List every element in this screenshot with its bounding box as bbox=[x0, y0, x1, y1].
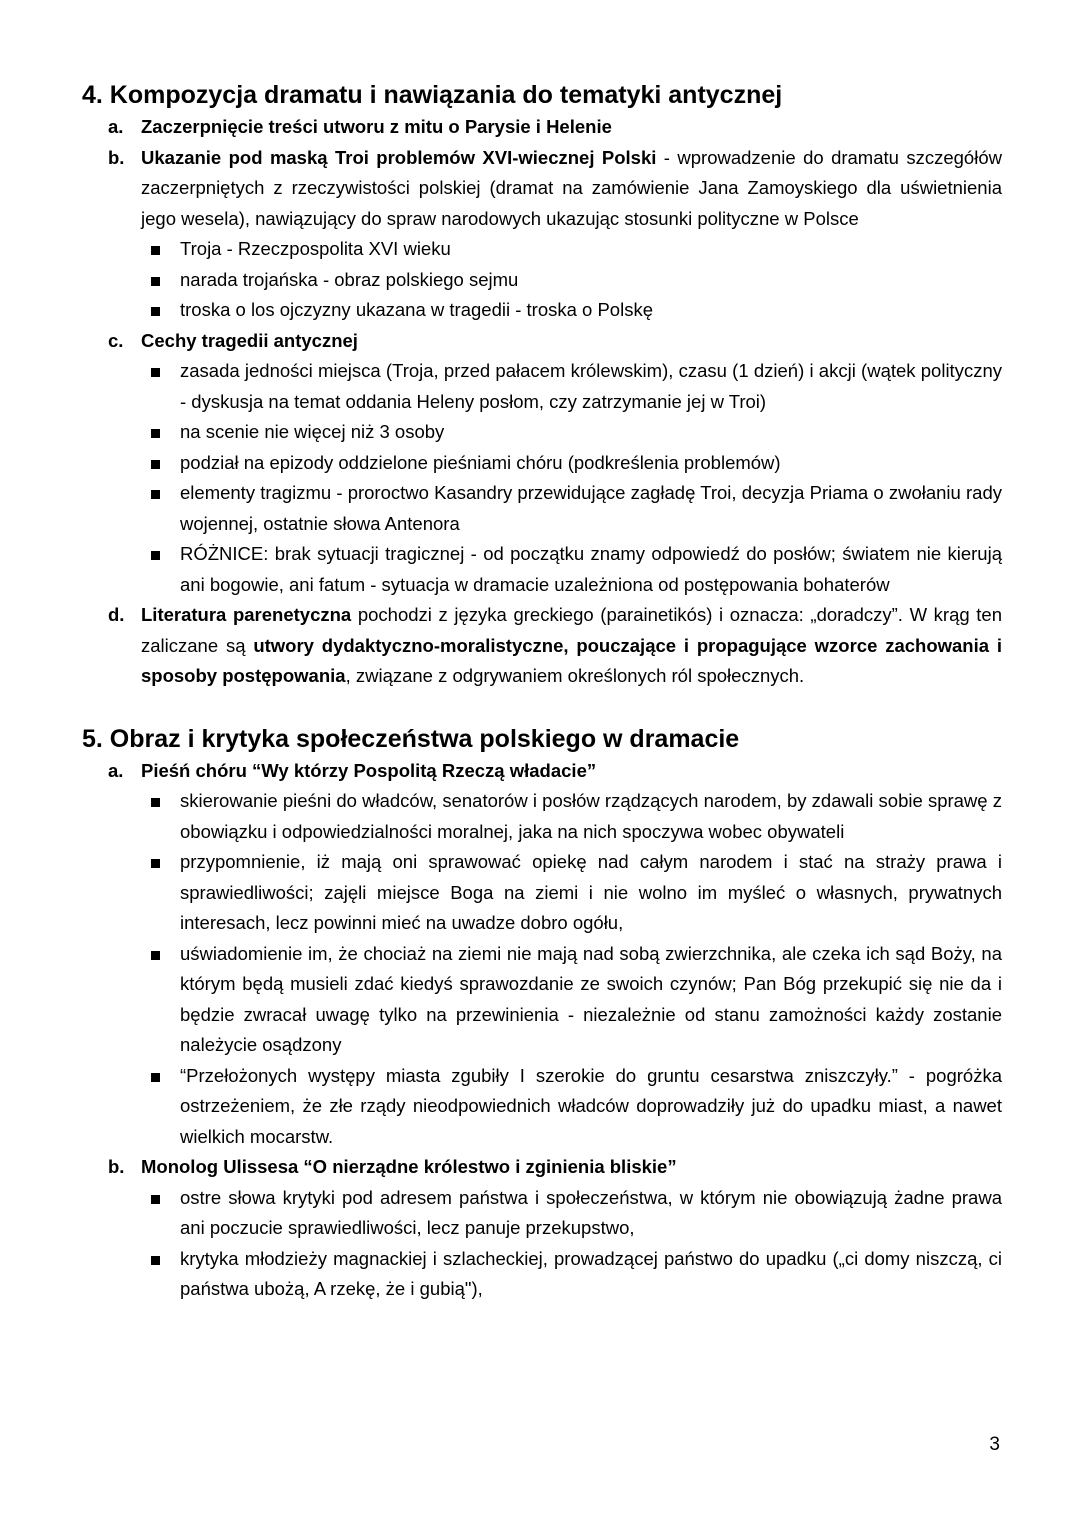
item-d-term: Literatura parenetyczna bbox=[141, 604, 352, 625]
square-bullet-icon bbox=[151, 490, 160, 499]
bullet-text: “Przełożonych występy miasta zgubiły I szerokie do gruntu cesarstwa zniszczyły.” - pogróżka ostrzeżeniem, że złe rządy nieodpowiednich władców doprowadziły już do upadku miast, a nawet wielkich mocarstw. bbox=[180, 1064, 1002, 1147]
list-item bbox=[82, 1183, 1002, 1244]
list-item bbox=[82, 786, 1002, 847]
square-bullet-icon bbox=[151, 429, 160, 438]
square-bullet-icon bbox=[151, 246, 160, 255]
section-4-title: 4. Kompozycja dramatu i nawiązania do tematyki antycznej bbox=[82, 81, 783, 109]
square-bullet-icon bbox=[151, 1195, 160, 1204]
square-bullet-icon bbox=[151, 460, 160, 469]
bullet-text: uświadomienie im, że chociaż na ziemi nie mają nad sobą zwierzchnika, ale czeka ich sąd Boży, na którym będą musieli zdać kiedyś sprawozdanie ze swoich czynów; Pan Bóg przekupić się nie da i będzie zwracał uwagę tylko na przewinienia - niezależnie od stanu zamożności każdy zostanie należycie osądzony bbox=[180, 942, 1002, 1055]
bullet-text: krytyka młodzieży magnackiej i szlacheckiej, prowadzącej państwo do upadku („ci domy niszczą, ci państwa ubożą, A rzekę, że i gubią"), bbox=[180, 1247, 1002, 1299]
item-a-text: Zaczerpnięcie treści utworu z mitu o Parysie i Helenie bbox=[141, 116, 612, 137]
item-marker: a. bbox=[108, 116, 124, 137]
page-content bbox=[82, 78, 1002, 1305]
section-4-item-c bbox=[82, 326, 1002, 357]
list-item bbox=[82, 356, 1002, 417]
bullet-text: przypomnienie, iż mają oni sprawować opiekę nad całym narodem i stać na straży prawa i sprawiedliwości; zajęli miejsce Boga na ziemi i nie wolno im myśleć o własnych, prywatnych interesach, lecz powinni mieć na uwadze dobro ogółu, bbox=[180, 851, 1002, 933]
bullet-text: podział na epizody oddzielone pieśniami chóru (podkreślenia problemów) bbox=[180, 451, 781, 473]
item-b-heading: Ukazanie pod maską Troi problemów XVI-wiecznej Polski bbox=[141, 146, 657, 168]
item-marker: c. bbox=[108, 329, 124, 351]
section-5-item-a bbox=[82, 756, 1002, 787]
list-item bbox=[82, 265, 1002, 296]
list-item bbox=[82, 1244, 1002, 1305]
item-b-text: Monolog Ulissesa “O nierządne królestwo i zginienia bliskie” bbox=[141, 1156, 677, 1177]
bullet-text: elementy tragizmu - proroctwo Kasandry przewidujące zagładę Troi, decyzja Priama o zwołaniu rady wojennej, ostatnie słowa Antenora bbox=[180, 482, 1002, 534]
bullet-text: zasada jedności miejsca (Troja, przed pałacem królewskim), czasu (1 dzień) i akcji (wątek polityczny - dyskusja na temat oddania Heleny posłom, czy zatrzymanie jej w Troi) bbox=[180, 360, 1002, 412]
item-b-text: - wprowadzenie do dramatu szczegółów zaczerpniętych z rzeczywistości polskiej (dramat na zamówienie Jana Zamoyskiego dla uświetnienia jego wesela), nawiązujący do spraw narodowych ukazując stosunki polityczne w Polsce bbox=[141, 146, 1002, 229]
item-marker: b. bbox=[108, 146, 125, 168]
list-item bbox=[82, 939, 1002, 1061]
square-bullet-icon bbox=[151, 307, 160, 316]
item-marker: b. bbox=[108, 1156, 125, 1177]
section-4-item-b bbox=[82, 143, 1002, 235]
bullet-text: skierowanie pieśni do władców, senatorów i posłów rządzących narodem, by zdawali sobie sprawę z obowiązku i odpowiedzialności moralnej, jaka na nich spoczywa wobec obywateli bbox=[180, 790, 1002, 842]
square-bullet-icon bbox=[151, 277, 160, 286]
list-item bbox=[82, 1061, 1002, 1153]
list-item bbox=[82, 478, 1002, 539]
square-bullet-icon bbox=[151, 951, 160, 960]
item-a-text: Pieśń chóru “Wy którzy Pospolitą Rzeczą władacie” bbox=[141, 759, 597, 781]
square-bullet-icon bbox=[151, 1073, 160, 1082]
bullet-text: ostre słowa krytyki pod adresem państwa i społeczeństwa, w którym nie obowiązują żadne prawa ani poczucie sprawiedliwości, lecz panuje przekupstwo, bbox=[180, 1186, 1002, 1238]
bullet-text: narada trojańska - obraz polskiego sejmu bbox=[180, 268, 519, 290]
square-bullet-icon bbox=[151, 368, 160, 377]
item-d-emphasis: utwory dydaktyczno-moralistyczne, pouczające i propagujące wzorce zachowania i sposoby postępowania bbox=[141, 634, 1002, 686]
item-d-text-2: , związane z odgrywaniem określonych ról społecznych. bbox=[345, 665, 805, 686]
square-bullet-icon bbox=[151, 551, 160, 560]
list-item bbox=[82, 417, 1002, 448]
list-item bbox=[82, 234, 1002, 265]
section-4-item-a bbox=[82, 112, 1002, 143]
bullet-text: troska o los ojczyzny ukazana w tragedii - troska o Polskę bbox=[180, 299, 653, 320]
page-number: 3 bbox=[989, 1434, 1000, 1455]
section-5-item-b bbox=[82, 1152, 1002, 1183]
item-marker: d. bbox=[108, 604, 125, 625]
square-bullet-icon bbox=[151, 1256, 160, 1265]
square-bullet-icon bbox=[151, 798, 160, 807]
list-item bbox=[82, 448, 1002, 479]
bullet-text: na scenie nie więcej niż 3 osoby bbox=[180, 421, 445, 442]
bullet-text: Troja - Rzeczpospolita XVI wieku bbox=[180, 238, 451, 259]
square-bullet-icon bbox=[151, 859, 160, 868]
list-item bbox=[82, 295, 1002, 326]
list-item bbox=[82, 847, 1002, 939]
section-4-item-d bbox=[82, 600, 1002, 692]
section-5-title: 5. Obraz i krytyka społeczeństwa polskiego w dramacie bbox=[82, 724, 740, 753]
item-d-text-1: pochodzi z języka greckiego (parainetikós) i oznacza: „doradczy”. W krąg ten zaliczane są bbox=[141, 604, 1002, 656]
item-marker: a. bbox=[108, 759, 124, 781]
item-c-text: Cechy tragedii antycznej bbox=[141, 329, 358, 351]
list-item bbox=[82, 539, 1002, 600]
bullet-text: RÓŻNICE: brak sytuacji tragicznej - od początku znamy odpowiedź do posłów; światem nie kierują ani bogowie, ani fatum - sytuacja w dramacie uzależniona od postępowania bohaterów bbox=[180, 543, 1002, 595]
